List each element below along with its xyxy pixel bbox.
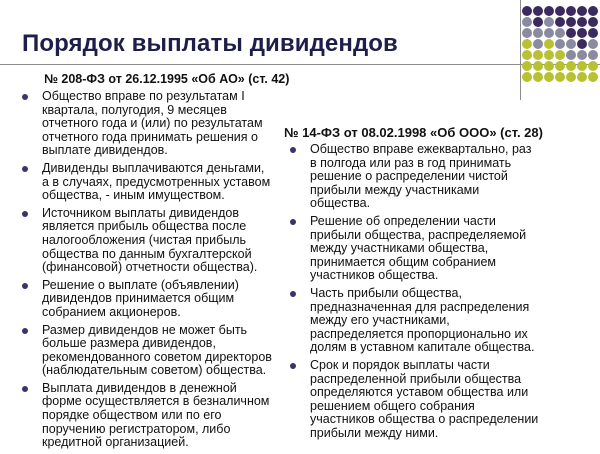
list-item [22,382,272,450]
decorative-dot [533,6,543,16]
decorative-dot [544,72,554,82]
list-item [22,279,272,320]
decorative-dot [533,50,543,60]
right-column-heading: № 14-ФЗ от 08.02.1998 «Об ООО» (ст. 28) [284,125,543,140]
bullet-icon [22,166,28,172]
list-item-line: распределенной прибыли общества [310,371,522,386]
decorative-dot [533,17,543,27]
list-item-line: Решение о выплате (объявлении) [42,277,239,292]
decorative-dot [533,39,543,49]
decorative-dot [522,61,532,71]
list-item-line: Размер дивидендов не может быть [42,322,248,337]
list-item-line: в полгода или раз в год принимать [310,155,512,170]
decorative-dot [555,61,565,71]
list-item-line: а в случаях, предусмотренных уставом [42,174,271,189]
list-item-line: между участниками общества, [310,241,489,256]
decorative-dot [577,72,587,82]
list-item-line: общества, - иным имуществом. [42,188,225,203]
decorative-dot [566,39,576,49]
decorative-dot [555,17,565,27]
decorative-dot [555,6,565,16]
list-item [290,143,580,211]
decorative-dot [588,50,598,60]
list-item-line: поручению регистратором, либо [42,421,231,436]
list-item [290,215,580,283]
list-item-line: прибыли между участниками [310,182,480,197]
decorative-dot [544,17,554,27]
decorative-dot [566,28,576,38]
decorative-dot [522,39,532,49]
list-item-line: отчетного года принимать решения о [42,129,258,144]
list-item-line: Источником выплаты дивидендов [42,205,240,220]
list-item-line: прибыли общества, распределяемой [310,227,527,242]
list-item-line: решение о распределении чистой [310,169,508,184]
bullet-icon [22,94,28,100]
list-item-line: является прибыль общества после [42,219,247,234]
list-item-line: (наблюдательным советом) общества. [42,363,267,378]
list-item [22,162,272,203]
decorative-dot [577,17,587,27]
decorative-dot [555,72,565,82]
decorative-dot [588,61,598,71]
decorative-dot [555,39,565,49]
decorative-horizontal-line [0,64,600,65]
bullet-icon [22,386,28,392]
decorative-dot [544,28,554,38]
list-item-line: выплате дивидендов. [42,143,168,158]
decorative-dot [544,6,554,16]
decorative-dot [555,50,565,60]
decorative-dot [566,50,576,60]
list-item-line: между его участниками, [310,313,450,328]
list-item-line: Дивиденды выплачиваются деньгами, [42,160,265,175]
decorative-dot [555,28,565,38]
decorative-dot [588,17,598,27]
bullet-icon [290,219,296,225]
list-item-line: форме осуществляется в безналичном [42,394,270,409]
list-item-line: порядке обществом или по его [42,408,222,423]
list-item-line: квартала, полугодия, 9 месяцев [42,102,227,117]
bullet-icon [22,283,28,289]
list-item-line: Общество вправе по результатам I [42,89,245,103]
list-item-line: кредитной организацией. [42,435,189,450]
list-item-line: рекомендованного советом директоров [42,349,272,364]
list-item-line: Срок и порядок выплаты части [310,357,490,372]
decorative-dot [566,17,576,27]
list-item-line: больше размера дивидендов, [42,336,216,351]
list-item-line: общества по данным бухгалтерской [42,246,252,261]
right-column-list [290,143,580,444]
decorative-dot [544,61,554,71]
decorative-dot [533,28,543,38]
list-item-line: решением общего собрания [310,398,475,413]
list-item-line: участников общества. [310,268,439,283]
decorative-dot [577,61,587,71]
list-item-line: предназначенная для распределения [310,299,530,314]
bullet-icon [290,363,296,369]
decorative-dot [533,61,543,71]
decorative-dot [522,50,532,60]
list-item [22,324,272,378]
list-item-line: дивидендов принимается общим [42,291,235,306]
bullet-icon [22,211,28,217]
list-item-line: долям в уставном капитале общества. [310,340,535,355]
list-item [22,207,272,275]
decorative-dot [566,61,576,71]
list-item-line: прибыли между ними. [310,425,439,440]
decorative-dot [588,6,598,16]
bullet-icon [22,328,28,334]
decorative-dot [577,28,587,38]
decorative-dot [566,6,576,16]
list-item-line: собранием акционеров. [42,304,181,319]
decorative-dot [577,6,587,16]
slide-title: Порядок выплаты дивидендов [22,30,398,57]
list-item [290,359,580,441]
list-item [22,90,272,158]
decorative-dot [577,50,587,60]
list-item-line: Общество вправе ежеквартально, раз [310,142,532,156]
decorative-dot [522,28,532,38]
decorative-dot [577,39,587,49]
decorative-dot [588,72,598,82]
decorative-dot [522,72,532,82]
left-column-heading: № 208-ФЗ от 26.12.1995 «Об АО» (ст. 42) [44,72,290,86]
decorative-dot [588,28,598,38]
list-item-line: налогообложения (чистая прибыль [42,232,247,247]
bullet-icon [290,291,296,297]
decorative-vertical-line [520,0,521,100]
list-item-line: (финансовой) отчетности общества). [42,260,258,275]
list-item-line: общества. [310,196,371,211]
decorative-dot [544,50,554,60]
left-column-list [22,90,272,454]
decorative-dot [544,39,554,49]
list-item [290,287,580,355]
decorative-dot [522,17,532,27]
decorative-dot [522,6,532,16]
list-item-line: Часть прибыли общества, [310,285,462,300]
list-item-line: определяются уставом общества или [310,385,529,400]
list-item-line: Выплата дивидендов в денежной [42,380,237,395]
list-item-line: распределяется пропорционально их [310,326,528,341]
list-item-line: принимается общим собранием [310,254,497,269]
decorative-dot [588,39,598,49]
decorative-dot [533,72,543,82]
decorative-dot [566,72,576,82]
list-item-line: Решение об определении части [310,213,496,228]
list-item-line: участников общества о распределении [310,412,539,427]
bullet-icon [290,147,296,153]
list-item-line: отчетного года и (или) по результатам [42,116,263,131]
